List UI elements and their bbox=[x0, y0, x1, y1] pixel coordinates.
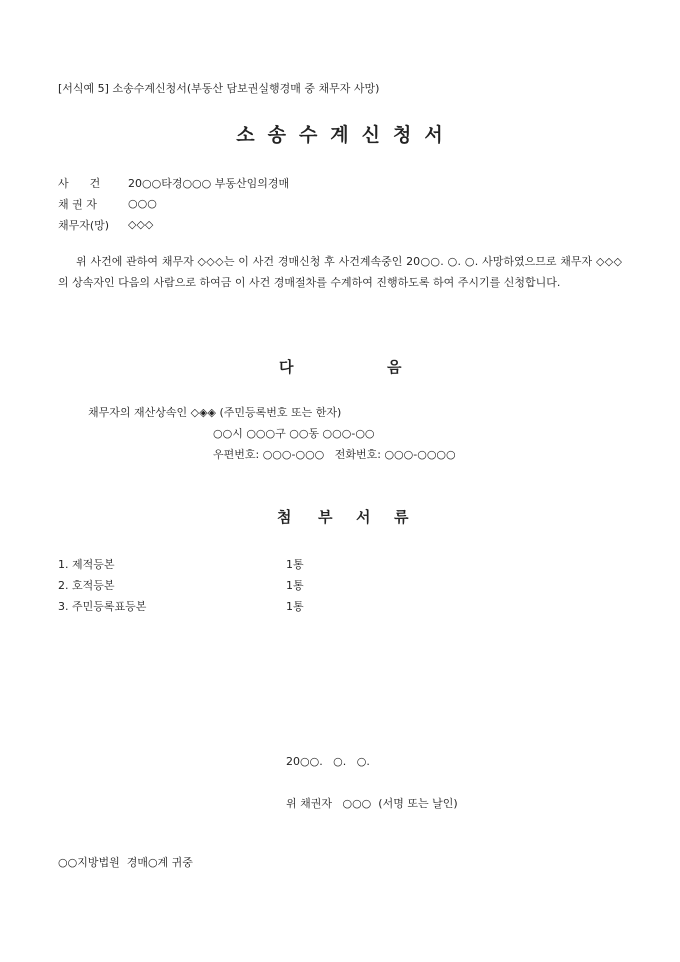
debtor-row bbox=[58, 214, 289, 235]
case-key: 사 건 bbox=[58, 176, 101, 190]
heir-label: 채무자의 재산상속인 ◇◈◈ (주민등록번호 또는 한자) bbox=[88, 406, 342, 419]
attachments-heading-char: 류 bbox=[394, 508, 409, 526]
case-info bbox=[58, 172, 289, 235]
following-heading-first: 다 bbox=[279, 358, 294, 376]
heir-address: ○○시 ○○○구 ○○동 ○○○-○○ bbox=[213, 427, 375, 440]
following-heading-second: 음 bbox=[387, 358, 402, 376]
attachment-qty: 1통 bbox=[286, 557, 304, 571]
creditor-value: ○○○ bbox=[128, 197, 157, 210]
application-body: 위 사건에 관하여 채무자 ◇◇◇는 이 사건 경매신청 후 사건계속중인 20○○. ○. ○. 사망하였으므로 채무자 ◇◇◇의 상속자인 다음의 사람으로 하여금 이 사건 경매절차를 수계하여 진행하도록 하여 주시기를 신청합니다. bbox=[58, 255, 622, 289]
attachments-list bbox=[58, 553, 304, 616]
case-value: 20○○타경○○○ 부동산임의경매 bbox=[128, 176, 290, 190]
attachment-name: 1. 제적등본 bbox=[58, 557, 115, 571]
document-title: 소송수계신청서 bbox=[236, 124, 456, 146]
signature-line: 위 채권자 ○○○ (서명 또는 날인) bbox=[286, 797, 458, 810]
heir-contact: 우편번호: ○○○-○○○ 전화번호: ○○○-○○○○ bbox=[213, 448, 456, 461]
list-item bbox=[58, 553, 304, 574]
attachment-qty: 1통 bbox=[286, 599, 304, 613]
list-item bbox=[58, 595, 304, 616]
case-row bbox=[58, 172, 289, 193]
debtor-value: ◇◇◇ bbox=[128, 218, 154, 231]
form-label: [서식예 5] 소송수계신청서(부동산 담보권실행경매 중 채무자 사망) bbox=[58, 82, 380, 95]
creditor-key: 채 권 자 bbox=[58, 197, 97, 211]
attachments-heading-char: 서 bbox=[356, 508, 371, 526]
creditor-row bbox=[58, 193, 289, 214]
attachment-qty: 1통 bbox=[286, 578, 304, 592]
court-addressee: ○○지방법원 경매○계 귀중 bbox=[58, 856, 193, 869]
attachments-heading-char: 부 bbox=[318, 508, 333, 526]
application-date: 20○○. ○. ○. bbox=[286, 755, 370, 768]
list-item bbox=[58, 574, 304, 595]
attachments-heading-char: 첨 bbox=[277, 508, 292, 526]
attachment-name: 3. 주민등록표등본 bbox=[58, 599, 147, 613]
debtor-key: 채무자(망) bbox=[58, 218, 110, 232]
attachment-name: 2. 호적등본 bbox=[58, 578, 115, 592]
